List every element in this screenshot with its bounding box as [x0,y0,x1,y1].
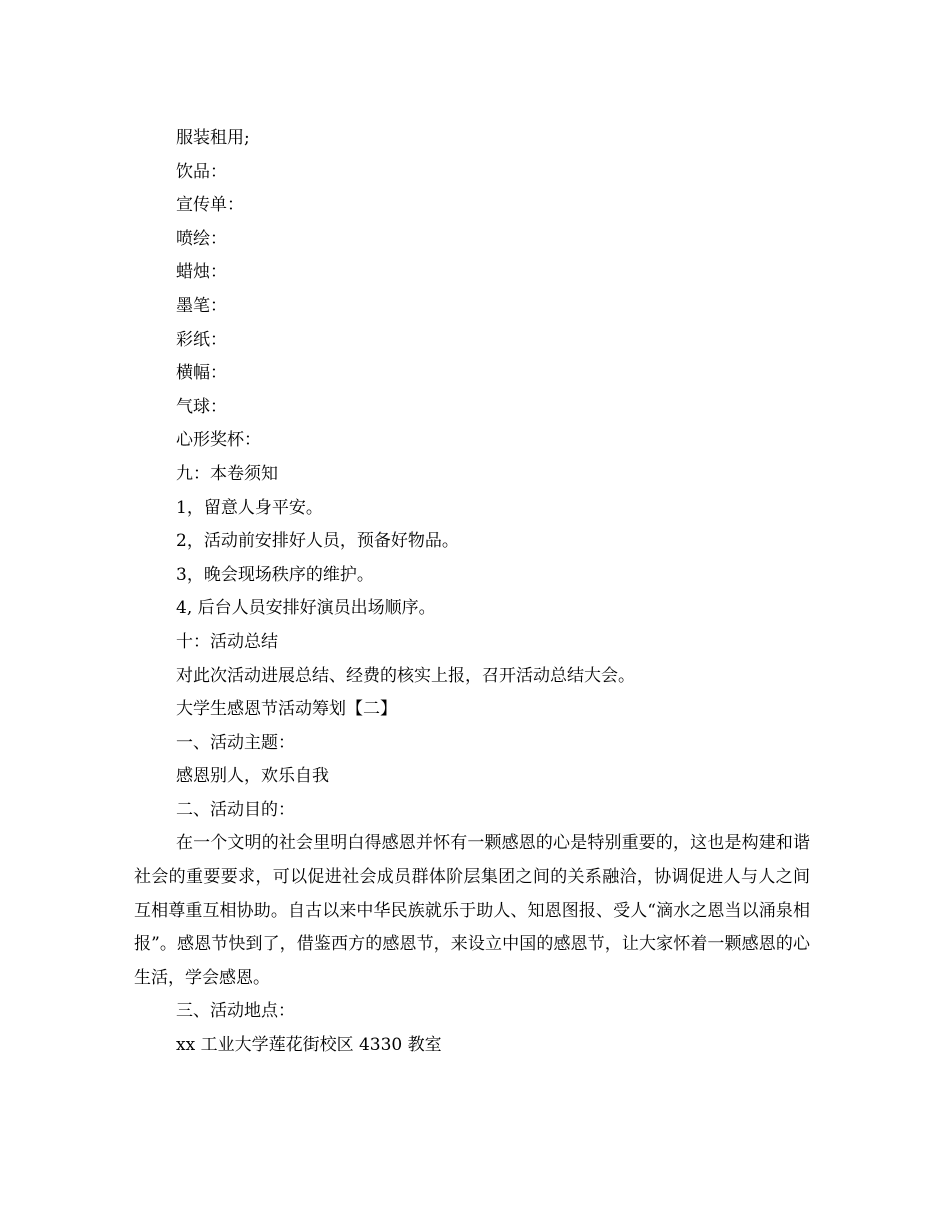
document-body [134,122,814,1063]
plan-two-title: 大学生感恩节活动筹划【二】 [176,699,397,720]
item-candles: 蜡烛： [176,262,227,283]
item-banners: 横幅： [176,363,227,384]
item-heart-trophy: 心形奖杯： [176,430,261,451]
item-costume-rental: 服装租用; [176,128,250,148]
section-heading-purpose: 二、活动目的： [176,799,295,820]
notice-item-1: 1，留意人身平安。 [176,497,323,518]
section-heading-notice: 九：本卷须知 [176,463,278,484]
notice-item-2: 2，活动前安排好人员，预备好物品。 [176,531,459,552]
item-balloons: 气球： [176,396,227,417]
section-heading-summary: 十：活动总结 [176,631,278,652]
section-heading-theme: 一、活动主题： [176,732,295,753]
notice-item-4: 4, 后台人员安排好演员出场顺序。 [176,598,436,619]
section-heading-location: 三、活动地点： [176,1001,295,1022]
purpose-paragraph: 在一个文明的社会里明白得感恩并怀有一颗感恩的心是特别重要的，这也是构建和谐社会的重要要求，可以促进社会成员群体阶层集团之间的关系融洽，协调促进人与人之间互相尊重互相协助。自古以来中华民族就乐于助人、知恩图报、受人“滴水之恩当以涌泉相报”。感恩节快到了，借鉴西方的感恩节，来设立中国的感恩节，让大家怀着一颗感恩的心生活，学会感恩。 [134,833,810,988]
item-flyers: 宣传单： [176,195,244,216]
item-drinks: 饮品： [176,161,227,182]
summary-text: 对此次活动进展总结、经费的核实上报，召开活动总结大会。 [176,665,635,686]
item-ink-pens: 墨笔： [176,295,227,316]
theme-text: 感恩别人，欢乐自我 [176,766,329,787]
item-colored-paper: 彩纸： [176,329,227,350]
notice-item-3: 3，晚会现场秩序的维护。 [176,564,374,585]
location-text: xx 工业大学莲花街校区 4330 教室 [176,1035,442,1056]
item-spray-painting: 喷绘： [176,228,227,249]
